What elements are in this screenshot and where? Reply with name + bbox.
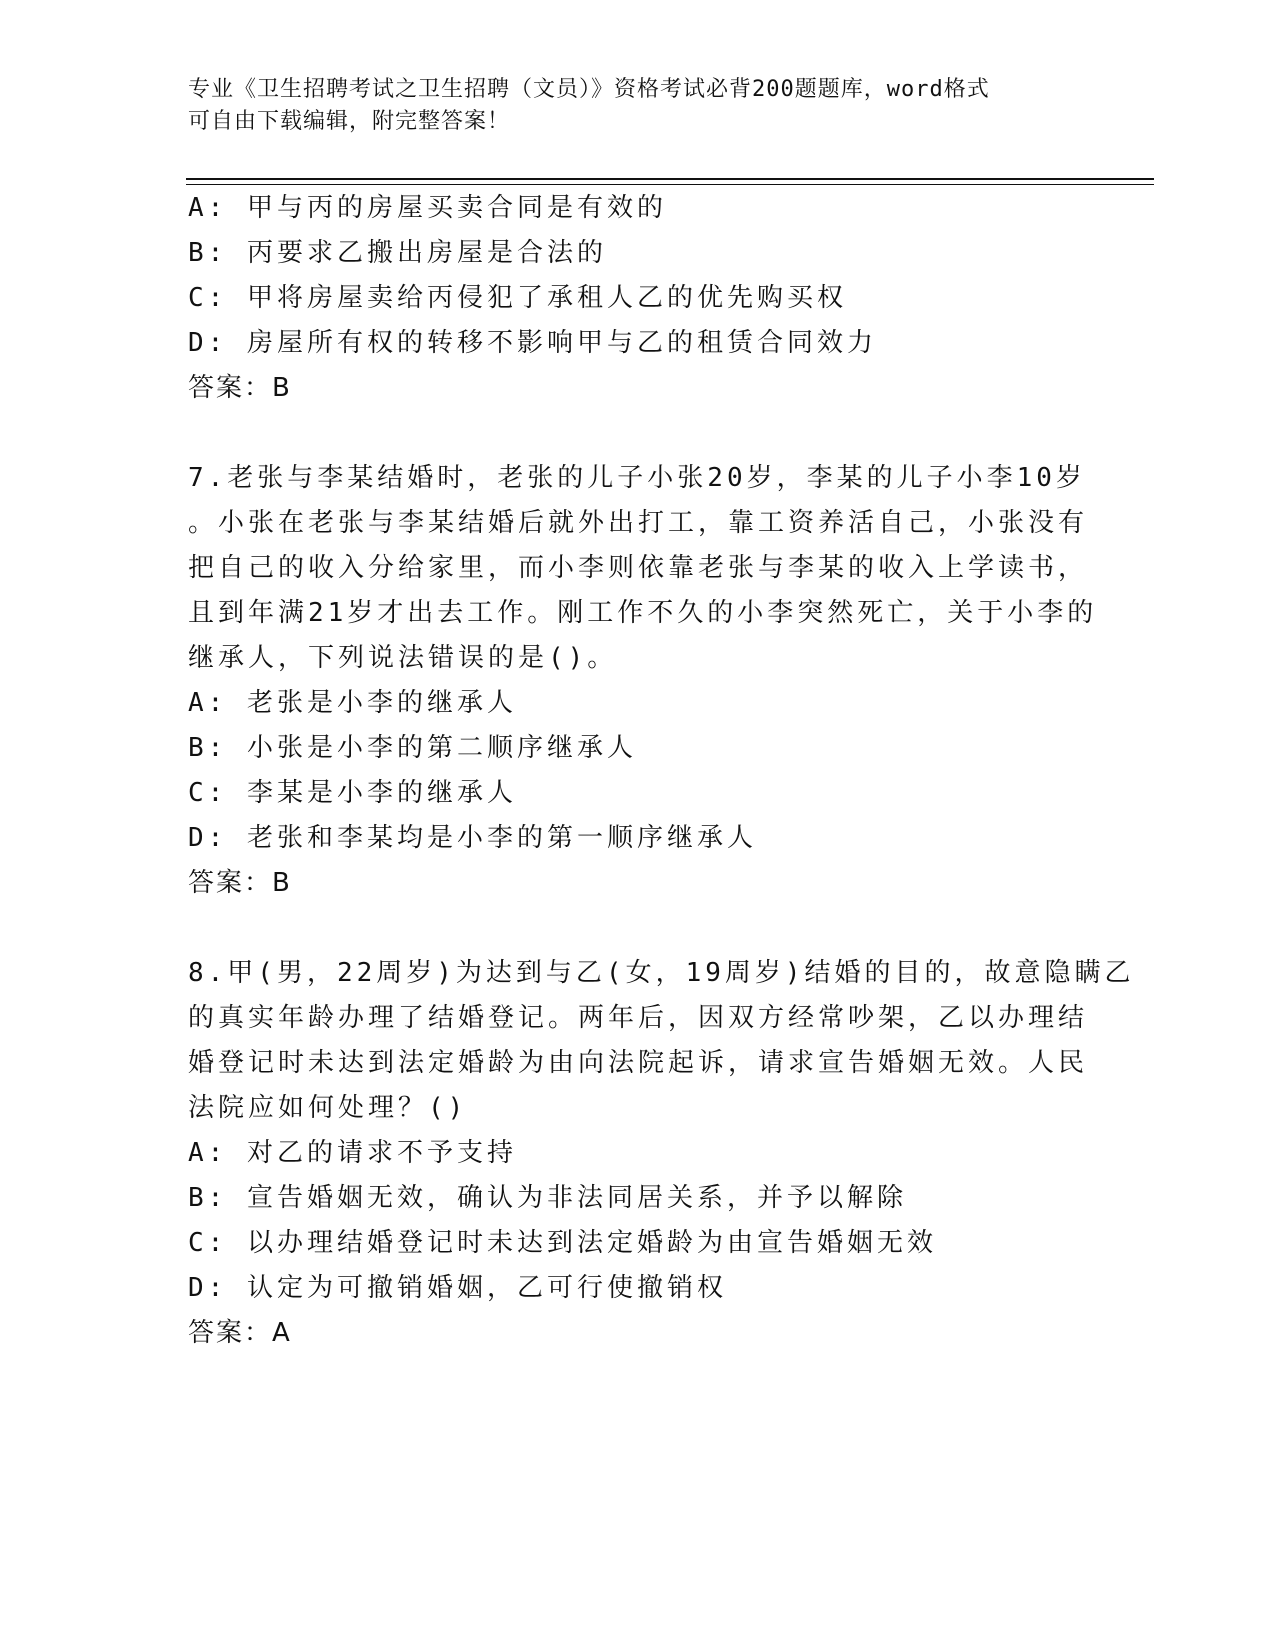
- option-a: A: 甲与丙的房屋买卖合同是有效的: [188, 193, 667, 223]
- option-d: D: 认定为可撤销婚姻，乙可行使撤销权: [188, 1273, 727, 1303]
- question-stem-line: 且到年满21岁才出去工作。刚工作不久的小李突然死亡，关于小李的: [188, 598, 1098, 628]
- question-7: [188, 456, 1098, 906]
- header-rule-thick: [186, 178, 1154, 180]
- document-body: [188, 186, 1135, 1356]
- question-stem-line: 8.甲(男，22周岁)为达到与乙(女，19周岁)结婚的目的，故意隐瞒乙: [188, 958, 1135, 988]
- question-stem-line: 7.老张与李某结婚时，老张的儿子小张20岁，李某的儿子小李10岁: [188, 463, 1086, 493]
- question-stem-line: 把自己的收入分给家里，而小李则依靠老张与李某的收入上学读书，: [188, 553, 1089, 583]
- answer: 答案：A: [188, 1318, 292, 1348]
- option-c: C: 以办理结婚登记时未达到法定婚龄为由宣告婚姻无效: [188, 1228, 937, 1258]
- option-c: C: 李某是小李的继承人: [188, 778, 517, 808]
- option-a: A: 对乙的请求不予支持: [188, 1138, 517, 1168]
- question-8: [188, 951, 1135, 1356]
- option-b: B: 丙要求乙搬出房屋是合法的: [188, 238, 607, 268]
- option-b: B: 小张是小李的第二顺序继承人: [188, 733, 637, 763]
- question-stem-line: 的真实年龄办理了结婚登记。两年后，因双方经常吵架，乙以办理结: [188, 1003, 1089, 1033]
- spacer: [188, 906, 1088, 951]
- question-stem-line: 继承人，下列说法错误的是()。: [188, 643, 618, 673]
- header-line-2: 可自由下载编辑，附完整答案！: [188, 109, 511, 134]
- question-stem-line: 婚登记时未达到法定婚龄为由向法院起诉，请求宣告婚姻无效。人民: [188, 1048, 1089, 1078]
- answer: 答案：B: [188, 868, 292, 898]
- header-rule-thin: [186, 184, 1154, 185]
- document-header: [188, 74, 1068, 138]
- question-stem-line: 。小张在老张与李某结婚后就外出打工，靠工资养活自己，小张没有: [188, 508, 1089, 538]
- header-line-1: 专业《卫生招聘考试之卫生招聘（文员）》资格考试必背200题题库，word格式: [188, 77, 990, 102]
- option-a: A: 老张是小李的继承人: [188, 688, 517, 718]
- answer: 答案：B: [188, 373, 292, 403]
- question-stem-line: 法院应如何处理？(): [188, 1093, 468, 1123]
- spacer: [188, 411, 1088, 456]
- option-c: C: 甲将房屋卖给丙侵犯了承租人乙的优先购买权: [188, 283, 847, 313]
- option-d: D: 房屋所有权的转移不影响甲与乙的租赁合同效力: [188, 328, 877, 358]
- option-b: B: 宣告婚姻无效，确认为非法同居关系，并予以解除: [188, 1183, 907, 1213]
- option-d: D: 老张和李某均是小李的第一顺序继承人: [188, 823, 757, 853]
- question-6: [188, 186, 1088, 411]
